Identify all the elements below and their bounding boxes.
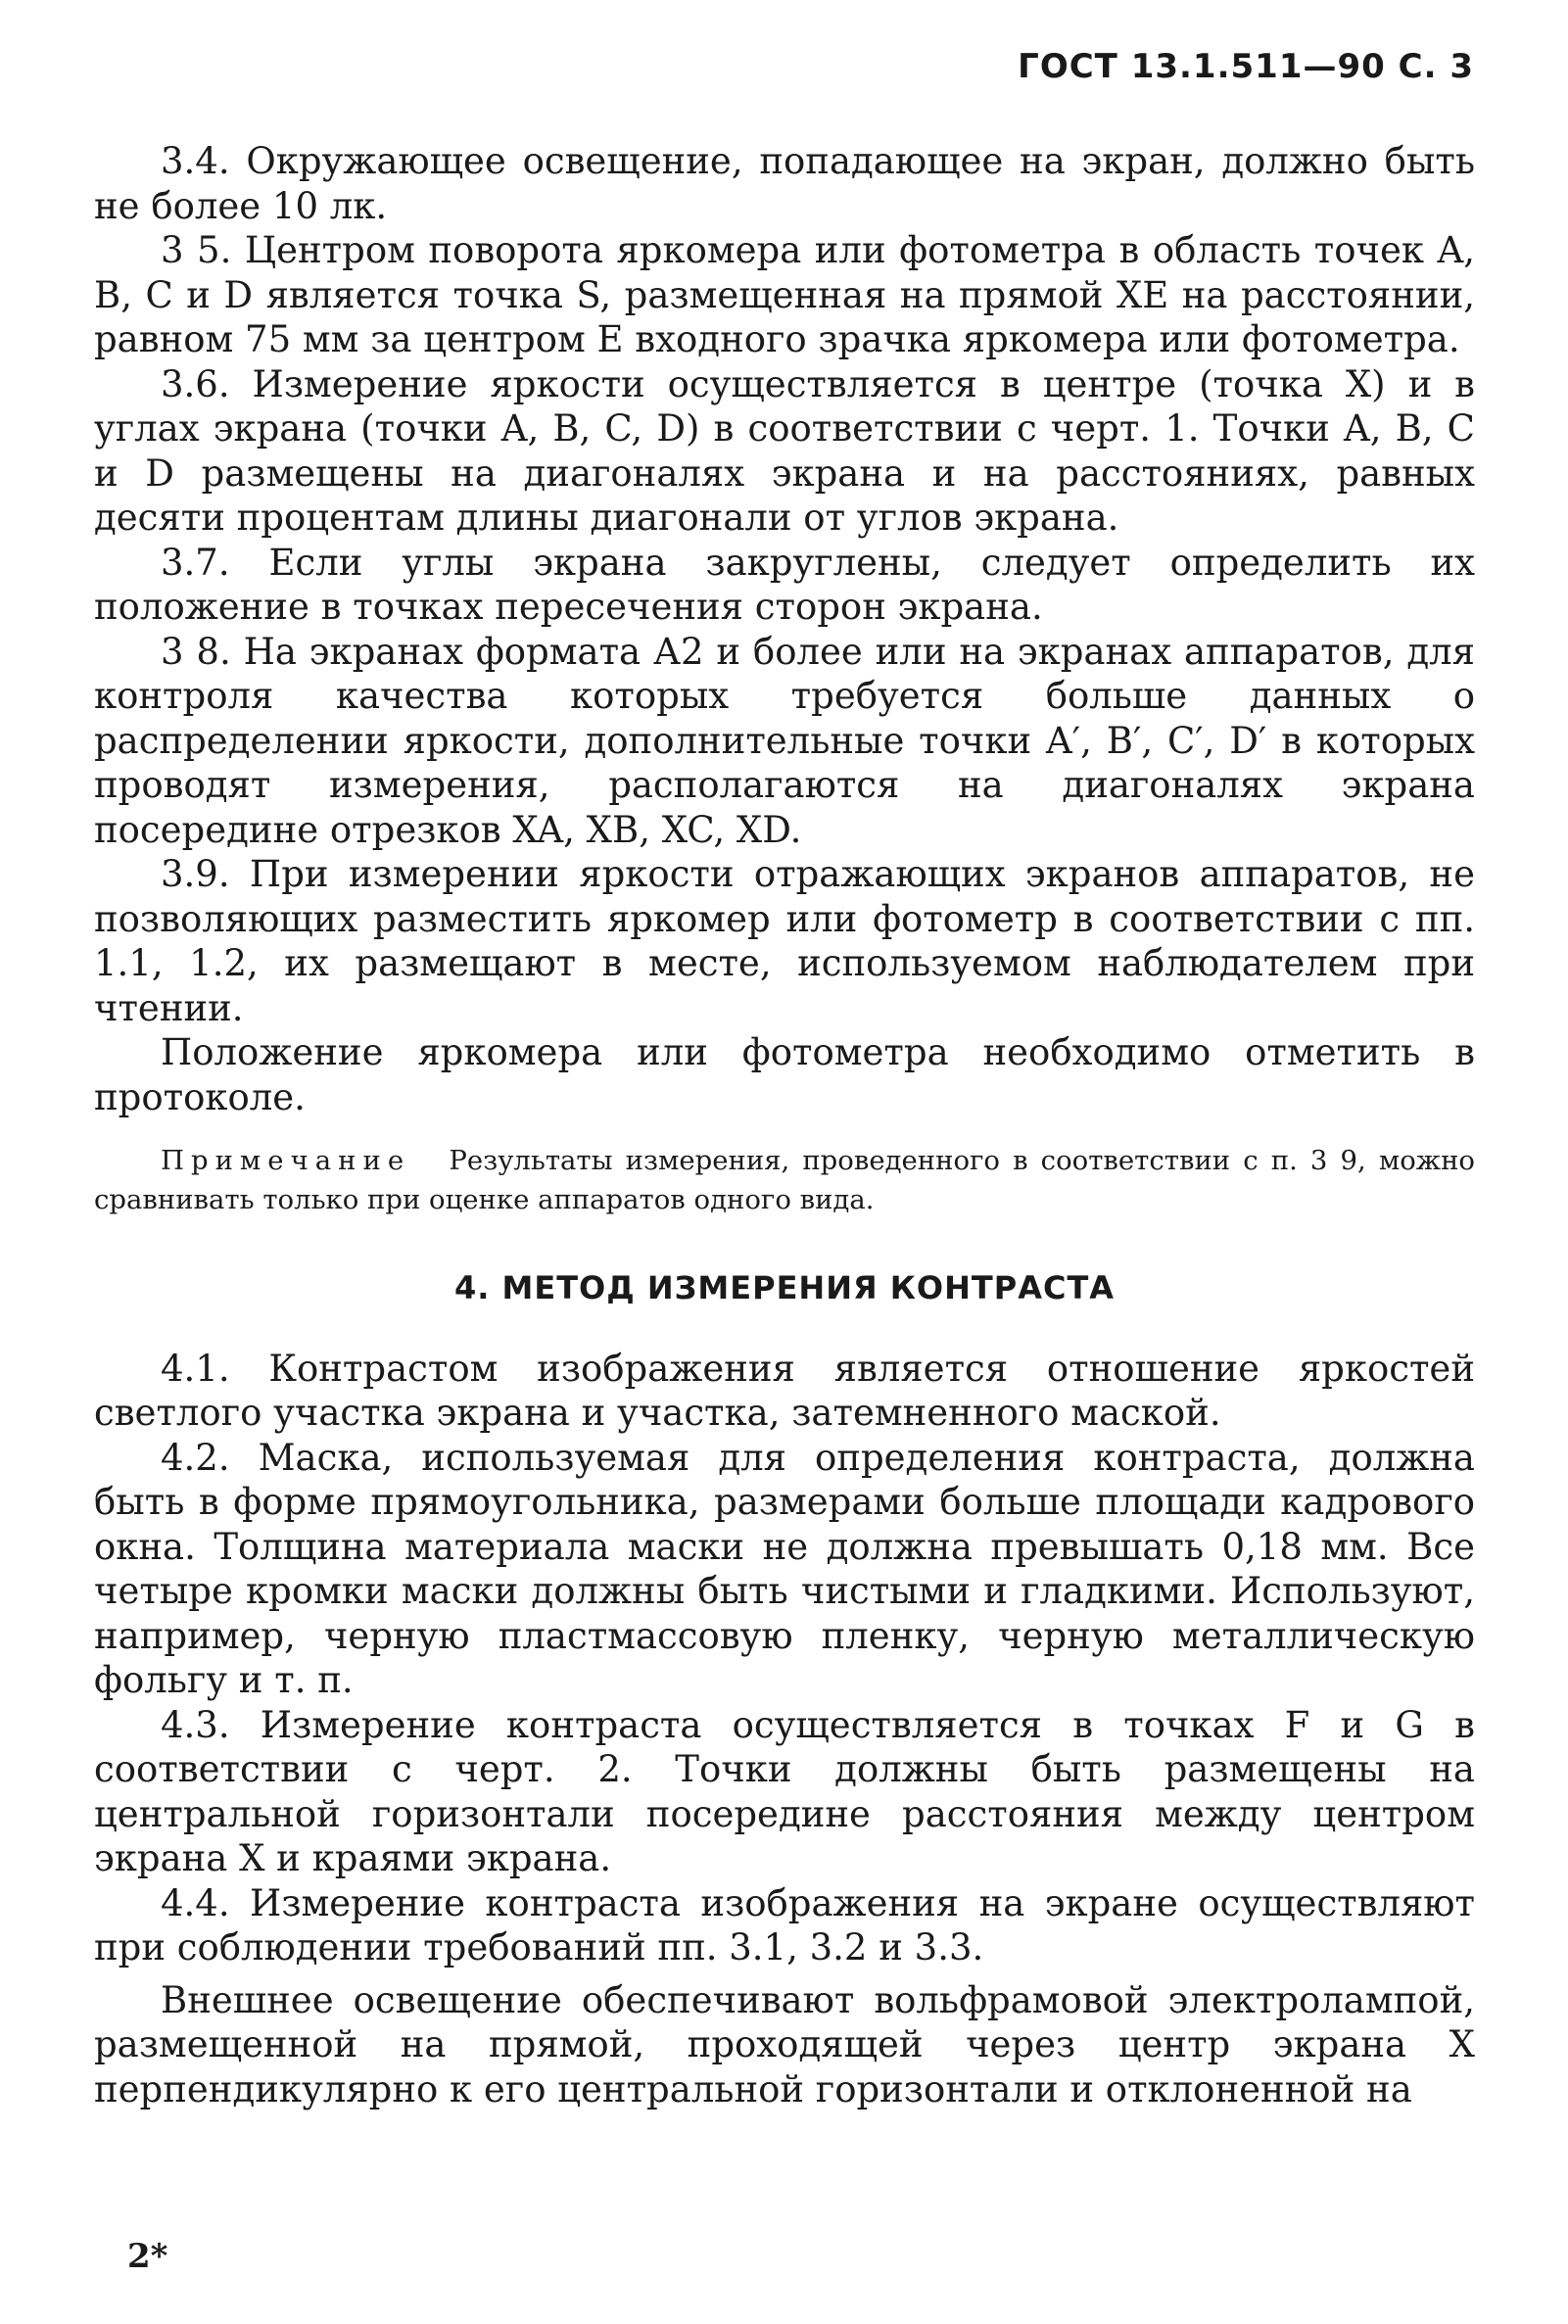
- footer-signature-mark: 2*: [127, 2237, 168, 2276]
- note-text: Результаты измерения, проведенного в соответствии с п. 3 9, можно сравнивать только при оценке аппаратов одного вида.: [94, 1145, 1475, 1215]
- paragraph-external-lighting: Внешнее освещение обеспечивают вольфрамовой электролампой, размещенной на прямой, проходящей через центр экрана X перпендикулярно к его центральной горизонтали и отклоненной на: [94, 1978, 1475, 2111]
- note-label: Примечание: [161, 1145, 411, 1176]
- paragraph-3-8: 3 8. На экранах формата А2 и более или на экранах аппаратов, для контроля качества которых требуется больше данных о распределении яркости, дополнительные точки A′, B′, C′, D′ в которых проводят измерения, располагаются на диагоналях экрана посередине отрезков XA, XB, XC, XD.: [94, 630, 1475, 851]
- paragraph-3-4: 3.4. Окружающее освещение, попадающее на экран, должно быть не более 10 лк.: [94, 140, 1475, 227]
- body-text: [94, 139, 1475, 2111]
- note: [94, 1141, 1475, 1219]
- paragraph-3-7: 3.7. Если углы экрана закруглены, следует определить их положение в точках пересечения сторон экрана.: [94, 541, 1475, 628]
- paragraph-4-3: 4.3. Измерение контраста осуществляется в точках F и G в соответствии с черт. 2. Точки должны быть размещены на центральной горизонтали посередине расстояния между центром экрана X и краями экрана.: [94, 1703, 1475, 1879]
- paragraph-4-1: 4.1. Контрастом изображения является отношение яркостей светлого участка экрана и участка, затемненного маской.: [94, 1347, 1475, 1434]
- paragraph-3-6: 3.6. Измерение яркости осуществляется в центре (точка X) и в углах экрана (точки A, B, C, D) в соответствии с черт. 1. Точки A, B, C и D размещены на диагоналях экрана и на расстояниях, равных десяти процентам длины диагонали от углов экрана.: [94, 362, 1475, 539]
- paragraph-position-note: Положение яркомера или фотометра необходимо отметить в протоколе.: [94, 1031, 1475, 1118]
- paragraph-4-4: 4.4. Измерение контраста изображения на экране осуществляют при соблюдении требований пп. 3.1, 3.2 и 3.3.: [94, 1881, 1475, 1968]
- paragraph-3-5: 3 5. Центром поворота яркомера или фотометра в область точек A, B, C и D является точка S, размещенная на прямой XE на расстоянии, равном 75 мм за центром E входного зрачка яркомера или фотометра.: [94, 229, 1475, 360]
- paragraph-4-2: 4.2. Маска, используемая для определения контраста, должна быть в форме прямоугольника, размерами больше площади кадрового окна. Толщина материала маски не должна превышать 0,18 мм. Все четыре кромки маски должны быть чистыми и гладкими. Используют, например, черную пластмассовую пленку, черную металлическую фольгу и т. п.: [94, 1436, 1475, 1701]
- paragraph-3-9: 3.9. При измерении яркости отражающих экранов аппаратов, не позволяющих разместить яркомер или фотометр в соответствии с пп. 1.1, 1.2, их размещают в месте, используемом наблюдателем при чтении.: [94, 853, 1475, 1029]
- section-heading: 4. МЕТОД ИЗМЕРЕНИЯ КОНТРАСТА: [453, 1269, 1116, 1306]
- page-header: ГОСТ 13.1.511—90 С. 3: [1018, 47, 1474, 86]
